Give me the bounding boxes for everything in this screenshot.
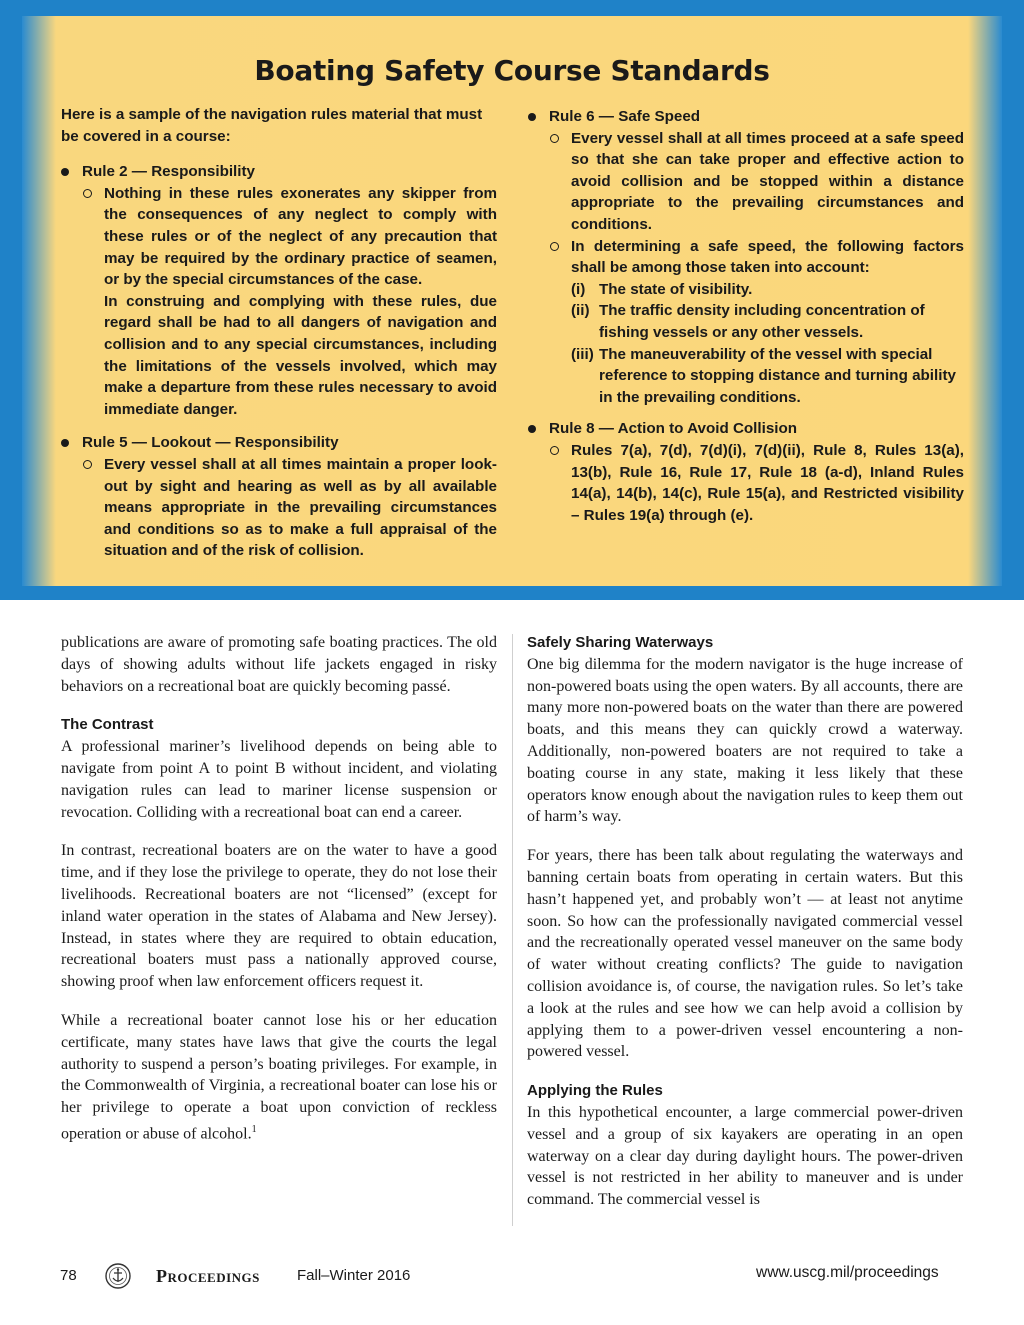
rule-8-heading: Rule 8 — Action to Avoid Collision xyxy=(528,418,964,440)
uscg-seal-icon xyxy=(105,1263,131,1289)
rule-2-text: Nothing in these rules exonerates any skipper from the consequences of any neglect to comply with these rules or of the neglect of any precaution that may be required by the ordinary practice of seamen, or by the special circumstances of the case. xyxy=(61,183,497,291)
article-paragraph-text: While a recreational boater cannot lose his or her education certificate, many states have laws that give the courts the legal authority to suspend a person’s boating privileges. For example, in the Commonwealth of Virginia, a recreational boater can lose his or her privilege to operate a boat upon conviction of reckless operation or abuse of alcohol. xyxy=(61,1011,497,1143)
safe-speed-factor xyxy=(528,344,964,409)
sidebar-right-column xyxy=(528,106,964,526)
publication-name: Proceedings xyxy=(156,1266,260,1286)
issue-date: Fall–Winter 2016 xyxy=(297,1267,411,1284)
factor-number: (iii) xyxy=(571,345,594,363)
article-paragraph: In contrast, recreational boaters are on the water to have a good time, and if they lose the privilege to operate, they do not lose their livelihoods. Recreational boaters are not “licensed” (except for inland water operation in the states of Alabama and New Jersey). Instead, in states where they are required to obtain education, recreational boaters must pass a nationally approved course, showing proof when law enforcement officers request it. xyxy=(61,842,497,991)
article-paragraph: A professional mariner’s livelihood depends on being able to navigate from point A to point B without incident, and violating navigation rules can lead to mariner license suspension or revocation. Colliding with a recreational boat can end a career. xyxy=(61,738,497,821)
factor-text: The state of visibility. xyxy=(599,280,753,298)
sidebar-title: Boating Safety Course Standards xyxy=(254,54,770,87)
website-link[interactable]: www.uscg.mil/proceedings xyxy=(756,1264,939,1281)
rule-5-text: Every vessel shall at all times maintain a proper look-out by sight and hearing as well as by all available means appropriate in the prevailing circumstances and conditions so as to make a full appraisal of the situation and of the risk of collision. xyxy=(61,454,497,562)
factor-number: (i) xyxy=(571,280,586,298)
rule-8-text: Rules 7(a), 7(d), 7(d)(i), 7(d)(ii), Rule 8, Rules 13(a), 13(b), Rule 16, Rule 17, Rule 18 (a-d), Inland Rules 14(a), 14(b), 14(c), Rule 15(a), and Restricted visibility – Rules 19(a) through (e). xyxy=(528,440,964,526)
factor-text: The maneuverability of the vessel with special reference to stopping distance and turning ability in the prevailing conditions. xyxy=(599,345,956,406)
rule-2-heading: Rule 2 — Responsibility xyxy=(61,161,497,183)
article-paragraph-with-footnote xyxy=(61,1010,497,1145)
footnote-marker[interactable]: 1 xyxy=(251,1123,257,1135)
article-paragraph: In this hypothetical encounter, a large commercial power-driven vessel and a group of six kayakers are operating in an open waterway on a clear day during daylight hours. The power-driven vessel is not restricted in her ability to maneuver and is under command. The commercial vessel is xyxy=(527,1103,963,1209)
rule-6-factors-intro: In determining a safe speed, the following factors shall be among those taken into account: xyxy=(528,236,964,279)
safe-speed-factor xyxy=(528,279,964,301)
article-paragraph: publications are aware of promoting safe boating practices. The old days of showing adults without life jackets engaged in risky behaviors on a recreational boat are quickly becoming passé. xyxy=(61,634,497,695)
rule-5-heading: Rule 5 — Lookout — Responsibility xyxy=(61,432,497,454)
factor-text: The traffic density including concentration of fishing vessels or any other vessels. xyxy=(599,302,925,341)
column-divider xyxy=(512,634,513,1226)
article-right-column xyxy=(527,632,963,1211)
page-number: 78 xyxy=(60,1267,77,1284)
article-left-column xyxy=(61,632,497,1145)
factor-number: (ii) xyxy=(571,302,590,320)
section-heading-sharing: Safely Sharing Waterways xyxy=(527,634,714,651)
sidebar-intro: Here is a sample of the navigation rules material that must be covered in a course: xyxy=(61,106,483,145)
rule-2-text-continued: In construing and complying with these rules, due regard shall be had to all dangers of navigation and collision and to any special circumstances, including the limitations of the vessels involved, which may make a departure from these rules necessary to avoid immediate danger. xyxy=(104,292,497,418)
article-paragraph: For years, there has been talk about regulating the waterways and banning certain boats from operating in certain waters. But this hasn’t happened yet, and probably won’t — at least not anytime soon. So how can the professionally navigated commercial vessel and the recreationally operated vessel maneuver on the same body of water without creating conflicts? The guide to navigation collision avoidance is, of course, the navigation rules. So let’s take a look at the rules and see how we can help avoid a collision by applying them to a power-driven vessel encountering a non-powered vessel. xyxy=(527,847,963,1061)
safe-speed-factor xyxy=(528,300,964,343)
article-paragraph: One big dilemma for the modern navigator is the huge increase of non-powered boats using the open waters. By all accounts, there are many more non-powered boats on the water than there are powered boats, and this means they can quickly crowd a waterway. Additionally, non-powered boaters are not required to take a boating course in any state, making it less likely that these operators know enough about the navigation rules to keep them out of harm’s way. xyxy=(527,655,963,826)
section-heading-applying: Applying the Rules xyxy=(527,1082,663,1100)
section-heading-contrast: The Contrast xyxy=(61,716,154,734)
rule-6-heading: Rule 6 — Safe Speed xyxy=(528,106,964,128)
rule-6-text: Every vessel shall at all times proceed at a safe speed so that she can take proper and effective action to avoid collision and be stopped within a distance appropriate to the prevailing circumstances and conditions. xyxy=(528,128,964,236)
sidebar-left-column xyxy=(61,104,497,562)
